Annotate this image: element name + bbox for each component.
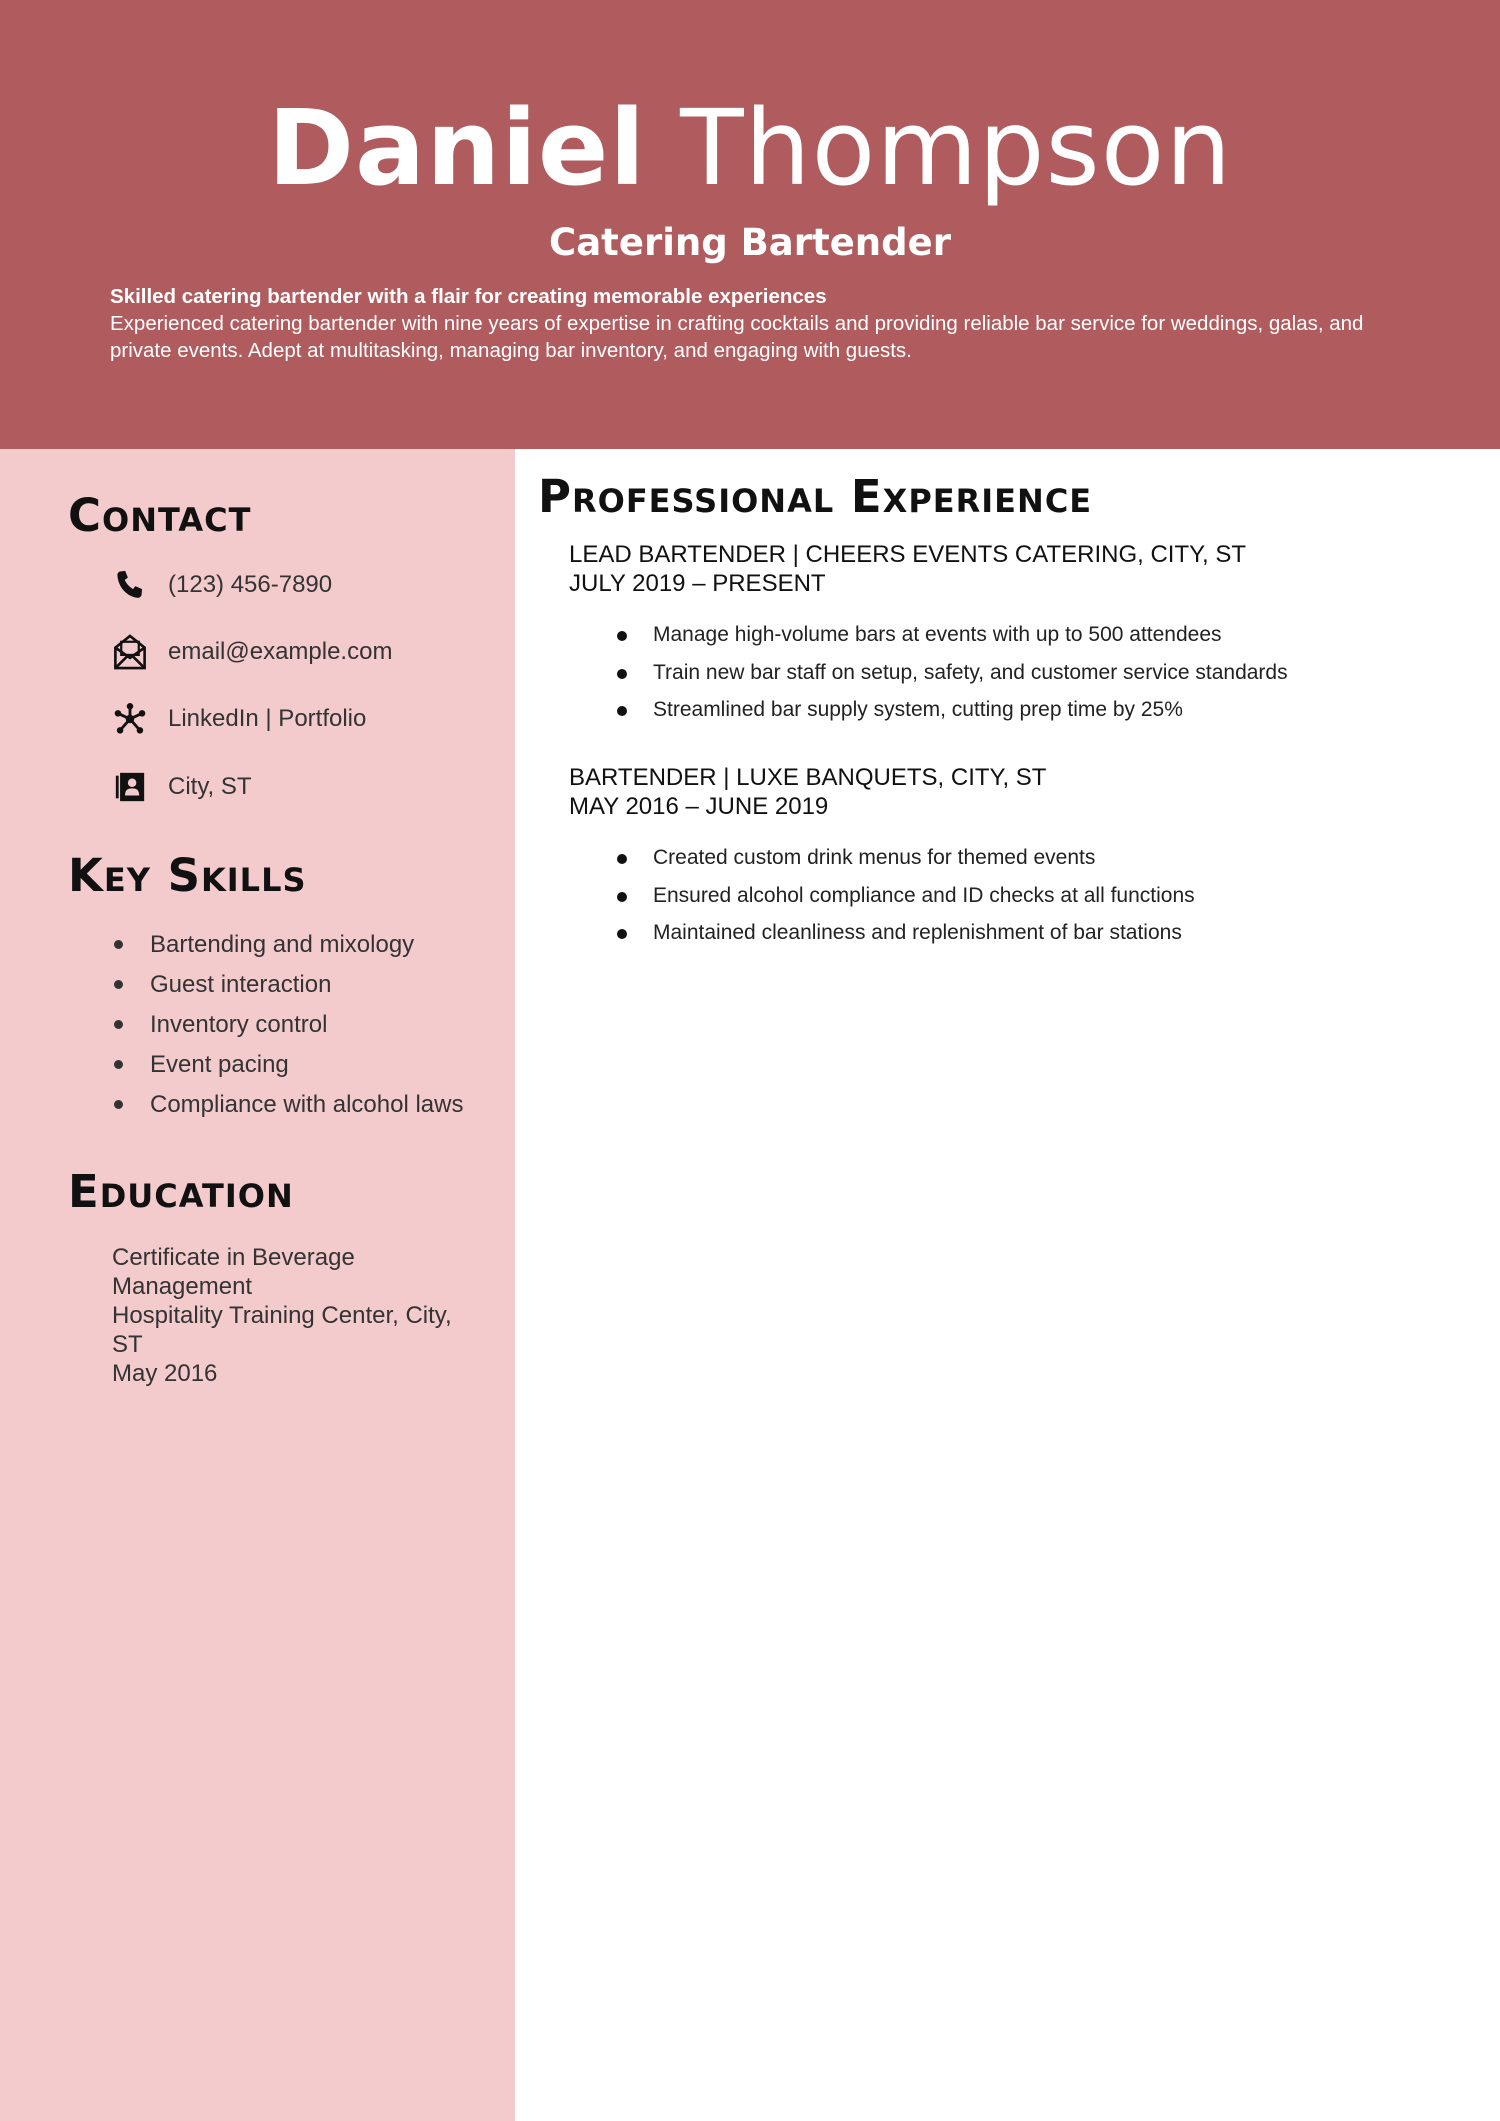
skill-item: Compliance with alcohol laws: [112, 1085, 463, 1125]
job-title: Catering Bartender: [549, 221, 951, 264]
job-entry: [569, 763, 1469, 952]
skills-heading: Key Skills: [68, 849, 307, 902]
email-text: email@example.com: [168, 638, 393, 665]
first-name: Daniel: [267, 87, 647, 209]
network-icon: [110, 699, 150, 739]
degree-line: Management: [112, 1273, 253, 1300]
links-text[interactable]: LinkedIn | Portfolio: [168, 705, 367, 732]
job-bullet: Streamlined bar supply system, cutting prep time by 25%: [613, 691, 1469, 729]
skill-item: Bartending and mixology: [112, 925, 463, 965]
contact-email: [110, 632, 392, 672]
experience-heading: Professional Experience: [538, 470, 1093, 523]
resume-header: [0, 0, 1500, 449]
summary-body: Experienced catering bartender with nine years of expertise in crafting cocktails and providing reliable bar service for weddings, galas, and private events. Adept at multitasking, managing bar inventory, and engaging with guests.: [110, 312, 1364, 362]
contact-links: [110, 699, 366, 739]
location-text: City, ST: [168, 773, 252, 800]
summary: [110, 283, 1390, 364]
job-bullet: Created custom drink menus for themed events: [613, 839, 1469, 877]
phone-icon: [110, 565, 150, 605]
address-book-icon: [110, 767, 150, 807]
contact-heading: Contact: [68, 489, 252, 542]
job-dates: MAY 2016 – JUNE 2019: [569, 793, 829, 820]
job-bullet: Manage high-volume bars at events with up to 500 attendees: [613, 616, 1469, 654]
job-bullets: [613, 839, 1469, 952]
skills-list: [112, 925, 463, 1125]
school-line: Hospitality Training Center, City,: [112, 1302, 452, 1329]
summary-headline: Skilled catering bartender with a flair for creating memorable experiences: [110, 285, 827, 308]
envelope-icon: [110, 632, 150, 672]
education-heading: Education: [68, 1165, 294, 1218]
job-entry: [569, 540, 1469, 729]
candidate-name: [0, 88, 1500, 208]
contact-phone: [110, 565, 332, 605]
contact-location: [110, 767, 252, 807]
job-dates: JULY 2019 – PRESENT: [569, 570, 826, 597]
phone-text: (123) 456-7890: [168, 571, 333, 598]
job-role: BARTENDER | LUXE BANQUETS, CITY, ST: [569, 764, 1047, 791]
job-bullet: Train new bar staff on setup, safety, and customer service standards: [613, 654, 1469, 692]
skill-item: Guest interaction: [112, 965, 463, 1005]
skill-item: Inventory control: [112, 1005, 463, 1045]
education-entry: [112, 1243, 482, 1388]
degree-line: Certificate in Beverage: [112, 1244, 355, 1271]
job-role: LEAD BARTENDER | CHEERS EVENTS CATERING, CITY, ST: [569, 541, 1247, 568]
education-date: May 2016: [112, 1360, 218, 1387]
job-bullet: Ensured alcohol compliance and ID checks at all functions: [613, 877, 1469, 915]
job-bullet: Maintained cleanliness and replenishment of bar stations: [613, 914, 1469, 952]
school-line: ST: [112, 1331, 143, 1358]
skill-item: Event pacing: [112, 1045, 463, 1085]
last-name: Thompson: [680, 87, 1233, 209]
job-bullets: [613, 616, 1469, 729]
